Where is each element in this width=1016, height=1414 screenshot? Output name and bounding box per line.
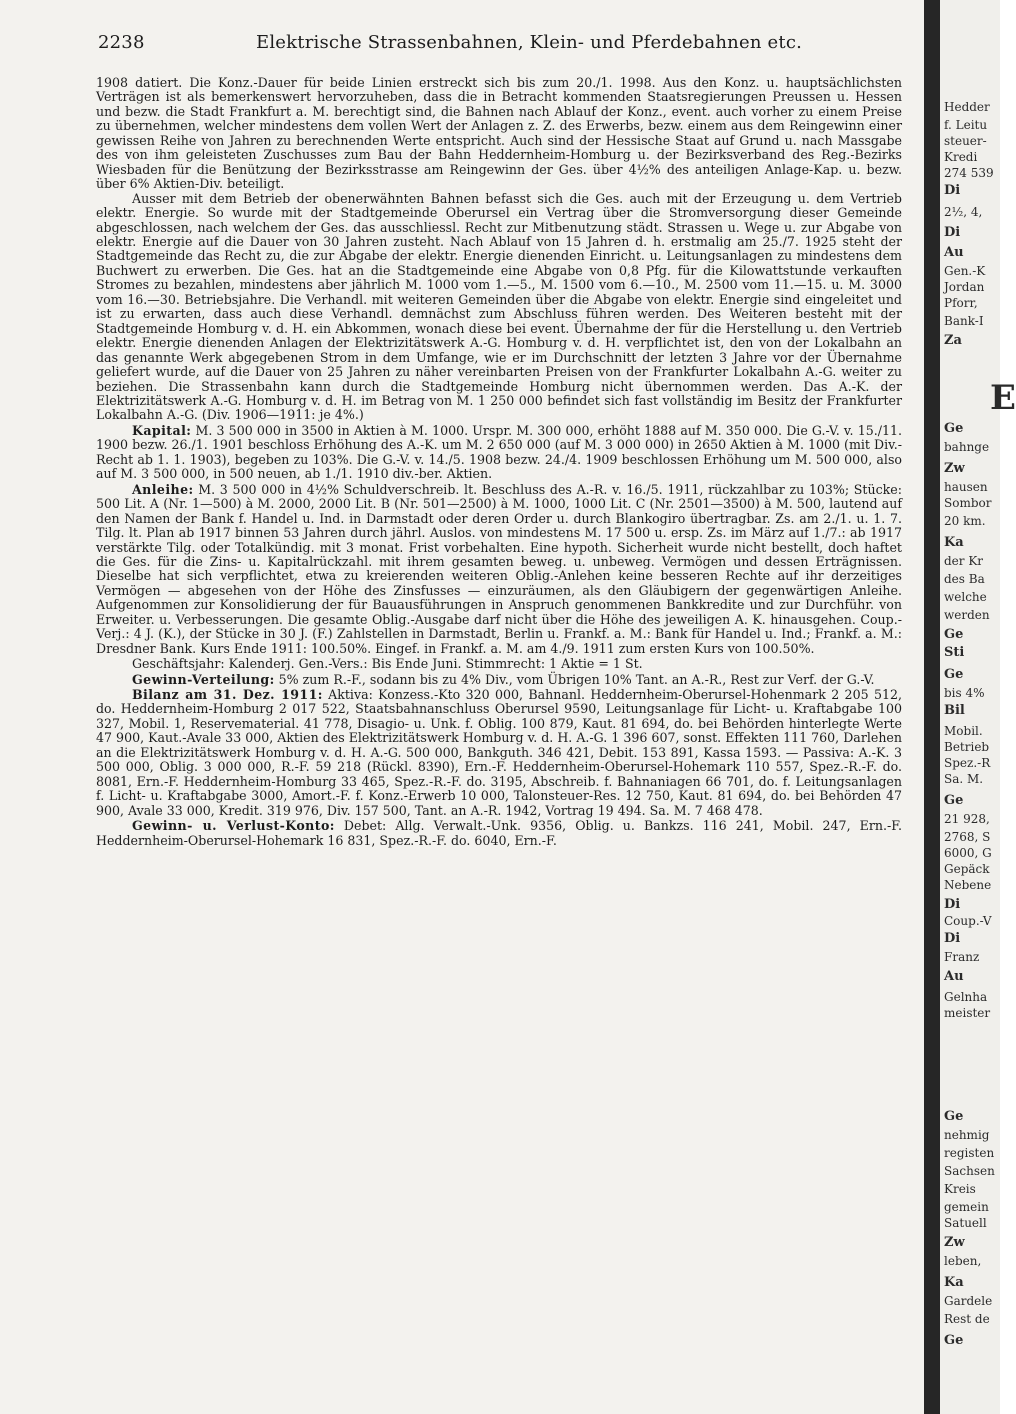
adjacent-page-fragment: 6000, G [944, 846, 992, 860]
adjacent-page-fragment: Au [944, 245, 964, 260]
adjacent-page-fragment: Di [944, 225, 961, 240]
adjacent-page-fragment: E [990, 378, 1016, 418]
paragraph-text: Aktiva: Konzess.-Kto 320 000, Bahnanl. Heddernheim-Oberursel-Hohenmark 2 205 512, do. Heddernheim-Homburg 2 017 522, Staatsbahnanschluss Oberursel 9590, Leitungsanlage für Licht- u. Kraftabgabe 100 327, Mobil. 1, Reservematerial. 41 778, Disagio- u. Unk. f. Oblig. 100 879, Kaut. 81 694, do. bei Behörden hinterlegte Werte 47 900, Kaut.-Avale 33 000, Aktien des Elektrizitätswerk Homburg v. d. H. A.-G. 1 396 607, sonst. Effekten 111 760, Darlehen an die Elektrizitätswerk Homburg v. d. H. A.-G. 500 000, Bankguth. 346 421, Debit. 153 891, Kassa 1593. — Passiva: A.-K. 3 500 000, Oblig. 3 000 000, R.-F. 59 218 (Rückl. 8390), Ern.-F. Heddernheim-Oberursel-Hohemark 110 557, Spez.-R.-F. do. 8081, Ern.-F. Heddernheim-Homburg 33 465, Spez.-R.-F. do. 3195, Abschreib. f. Bahnaniagen 66 701, do. f. Leitungsanlagen f. Licht- u. Kraftabgabe 3000, Amort.-F. f. Konz.-Erwerb 10 000, Talonsteuer-Res. 12 750, Kaut. 81 694, do. bei Behörden 47 900, Avale 33 000, Kredit. 319 976, Div. 157 500, Tant. an A.-R. 1942, Vortrag 19 494. Sa. M. 7 468 478. [96, 687, 902, 818]
adjacent-page-fragment: Za [944, 333, 962, 348]
adjacent-page-fragment: nehmig [944, 1128, 990, 1142]
paragraph-gewinn-verlust [96, 819, 902, 848]
paragraph-text: M. 3 500 000 in 4½% Schuldverschreib. lt. Beschluss des A.-R. v. 16./5. 1911, rückzahlbar zu 103%; Stücke: 500 Lit. A (Nr. 1—500) à M. 2000, 2000 Lit. B (Nr. 501—2500) à M. 1000, 1000 Lit. C (Nr. 2501—3500) à M. 500, lautend auf den Namen der Bank f. Handel u. Ind. in Darmstadt oder deren Order u. durch Blankogiro übertragbar. Zs. am 2./1. u. 1. 7. Tilg. lt. Plan ab 1917 binnen 53 Jahren durch jährl. Auslos. von mindestens M. 17 500 u. ersp. Zs. im März auf 1./7.: ab 1917 verstärkte Tilg. oder Totalkündig. mit 3 monat. Frist vorbehalten. Eine hypoth. Sicherheit wurde nicht bestellt, doch haftet die Ges. für die Zins- u. Kapitalrückzahl. mit ihrem gesamten beweg. u. unbeweg. Vermögen und dessen Erträgnissen. Dieselbe hat sich verpflichtet, etwa zu kreierenden weiteren Oblig.-Anlehen keine besseren Rechte auf ihr derzeitiges Vermögen — abgesehen von der Höhe des Zinsfusses — einzuräumen, als den Gläubigern der gegenwärtigen Anleihe. Aufgenommen zur Konsolidierung der für Bauausführungen in Anspruch genommenen Bankkredite und zur Durchführ. von Erweiter. u. Verbesserungen. Die gesamte Oblig.-Ausgabe darf nicht über die Höhe des jeweiligen A. K. hinausgehen. Coup.-Verj.: 4 J. (K.), der Stücke in 30 J. (F.) Zahlstellen in Darmstadt, Berlin u. Frankf. a. M.: Bank für Handel u. Ind.; Frankf. a. M.: Dresdner Bank. Kurs Ende 1911: 100.50%. Eingef. in Frankf. a. M. am 4./9. 1911 zum ersten Kurs von 100.50%. [96, 481, 902, 656]
page-number: 2238 [98, 32, 145, 53]
adjacent-page-fragment: Ka [944, 1275, 964, 1290]
section-label: Gewinn- u. Verlust-Konto: [132, 818, 335, 834]
section-label: Kapital: [132, 422, 192, 438]
adjacent-page-fragment: Gardele [944, 1294, 993, 1308]
adjacent-page-fragment: Bank-I [944, 314, 984, 328]
adjacent-page-fragment: Ge [944, 627, 964, 642]
adjacent-page-fragment: des Ba [944, 572, 985, 586]
adjacent-page-fragment: registen [944, 1146, 995, 1160]
adjacent-page-fragment: Ge [944, 421, 964, 436]
adjacent-page-fragment: steuer- [944, 134, 987, 148]
adjacent-page-fragment: Franz [944, 950, 980, 964]
adjacent-page-fragment: Sachsen [944, 1164, 995, 1178]
adjacent-page-fragment: Betrieb [944, 740, 990, 754]
adjacent-page-fragment: Sa. M. [944, 772, 984, 786]
adjacent-page-fragment: Di [944, 897, 961, 912]
paragraph-text: 5% zum R.-F., sodann bis zu 4% Div., vom Übrigen 10% Tant. an A.-R., Rest zur Verf. der G.-V. [278, 671, 875, 687]
adjacent-page-fragment: Gepäck [944, 862, 990, 876]
adjacent-page-fragment: 2768, S [944, 830, 991, 844]
paragraph-anleihe [96, 483, 902, 656]
adjacent-page-fragment: 20 km. [944, 514, 986, 528]
article-body [96, 76, 902, 848]
paragraph-energie [96, 192, 902, 423]
paragraph-konzession [96, 76, 902, 192]
adjacent-page-fragment: Coup.-V [944, 914, 992, 928]
adjacent-page-fragment: werden [944, 608, 990, 622]
adjacent-page-fragment: Di [944, 183, 961, 198]
adjacent-page-fragment: bis 4% [944, 686, 985, 700]
adjacent-page-fragment: Bil [944, 703, 965, 718]
paragraph-gewinn-verteilung [96, 673, 902, 687]
adjacent-page-fragment: 274 539 [944, 166, 994, 180]
adjacent-page-fragment: Hedder [944, 100, 990, 114]
adjacent-page-fragment: der Kr [944, 554, 984, 568]
adjacent-page-fragment: Au [944, 969, 964, 984]
paragraph-text: Geschäftsjahr: Kalenderj. Gen.-Vers.: Bis Ende Juni. Stimmrecht: 1 Aktie = 1 St. [132, 656, 643, 672]
adjacent-page-fragment: 21 928, [944, 812, 990, 826]
adjacent-page-fragment: Nebene [944, 878, 992, 892]
adjacent-page-fragment: Di [944, 931, 961, 946]
paragraph-text: M. 3 500 000 in 3500 in Aktien à M. 1000. Urspr. M. 300 000, erhöht 1888 auf M. 350 000. Die G.-V. v. 15./11. 1900 bezw. 26./1. 1901 beschloss Erhöhung des A.-K. um M. 2 650 000 (auf M. 3 000 000) in 2650 Aktien à M. 1000 (mit Div.-Recht ab 1. 1. 1903), begeben zu 103%. Die G.-V. v. 14./5. 1908 bezw. 24./4. 1909 beschlossen Erhöhung um M. 500 000, also auf M. 3 500 000, in 500 neuen, ab 1./1. 1910 div.-ber. Aktien. [96, 422, 902, 482]
adjacent-page-fragment: Sombor [944, 496, 992, 510]
adjacent-page-fragment: Zw [944, 461, 965, 476]
adjacent-page-fragment: Ge [944, 1333, 964, 1348]
paragraph-text: 1908 datiert. Die Konz.-Dauer für beide Linien erstreckt sich bis zum 20./1. 1998. Aus den Konz. u. hauptsächlichsten Verträgen ist als bemerkenswert hervorzuheben, dass die in Betracht kommenden Staatsregierungen Preussen u. Hessen und bezw. die Stadt Frankfurt a. M. berechtigt sind, die Bahnen nach Ablauf der Konz., event. auch vorher zu einem Preise zu übernehmen, welcher mindestens dem vollen Wert der Anlagen z. Z. des Erwerbs, bezw. einem aus dem Reingewinn einer gewissen Reihe von Jahren zu berechnenden Werte entspricht. Auch sind der Hessische Staat auf Grund u. nach Massgabe des von ihm geleisteten Zuschusses zum Bau der Bahn Heddernheim-Homburg u. der Bezirksverband des Reg.-Bezirks Wiesbaden für die Benützung der Bezirksstrasse am Reingewinn der Ges. über 4½% des anteiligen Anlage-Kap. u. bezw. über 6% Aktien-Div. beteiligt. [96, 75, 902, 192]
adjacent-page-fragment: Kreis [944, 1182, 976, 1196]
adjacent-page-fragment: Ka [944, 535, 964, 550]
adjacent-page-fragment: meister [944, 1006, 991, 1020]
adjacent-page-fragment: Spez.-R [944, 756, 991, 770]
adjacent-page-fragment: Satuell [944, 1216, 987, 1230]
paragraph-geschaeftsjahr [96, 657, 902, 671]
adjacent-page-fragment: 2½, 4, [944, 205, 983, 219]
paragraph-text: Debet: Allg. Verwalt.-Unk. 9356, Oblig. u. Bankzs. 116 241, Mobil. 247, Ern.-F. Heddernheim-Oberursel-Hohemark 16 831, Spez.-R.-F. do. 6040, Ern.-F. [96, 818, 902, 848]
section-label: Gewinn-Verteilung: [132, 671, 275, 687]
section-label: Anleihe: [132, 481, 194, 497]
adjacent-page-fragment: bahnge [944, 440, 990, 454]
paragraph-text: Ausser mit dem Betrieb der obenerwähnten Bahnen befasst sich die Ges. auch mit der Erzeugung u. dem Vertrieb elektr. Energie. So wurde mit der Stadtgemeinde Oberursel ein Vertrag über die Stromversorgung dieser Gemeinde abgeschlossen, nach welchem der Ges. das ausschliessl. Recht zur Mitbenutzung städt. Strassen u. Wege u. zur Abgabe von elektr. Energie auf die Dauer von 30 Jahren zusteht. Nach Ablauf von 15 Jahren d. h. erstmalig am 25./7. 1925 steht der Stadtgemeinde das Recht zu, die zur Abgabe der elektr. Energie dienenden Einricht. u. Leitungsanlagen zu mindestens dem Buchwert zu erwerben. Die Ges. hat an die Stadtgemeinde eine Abgabe von 0,8 Pfg. für die Kilowattstunde verkauften Stromes zu bezahlen, mindestens aber jährlich M. 1000 vom 1.—5., M. 1500 vom 6.—10., M. 2500 vom 11.—15. u. M. 3000 vom 16.—30. Betriebsjahre. Die Verhandl. mit weiteren Gemeinden über die Abgabe von elektr. Energie sind eingeleitet und ist zu erwarten, dass auch diese Verhandl. demnächst zum Abschluss führen werden. Des Weiteren besteht mit der Stadtgemeinde Homburg v. d. H. ein Abkommen, wonach diese bei event. Übernahme der für die Herstellung u. den Vertrieb elektr. Energie dienenden Anlagen der Elektrizitätswerk A.-G. Homburg v. d. H. verpflichtet ist, den von der Lokalbahn an das genannte Werk abgegebenen Strom in dem Umfange, wie er im Durchschnitt der letzten 3 Jahre vor der Übernahme geliefert wurde, auf die Dauer von 25 Jahren zu näher vereinbarten Preisen von der Frankfurter Lokalbahn A.-G. weiter zu beziehen. Die Strassenbahn kann durch die Stadtgemeinde Homburg nicht übernommen werden. Das A.-K. der Elektrizitätswerk A.-G. Homburg v. d. H. im Betrag von M. 1 250 000 befindet sich fast vollständig im Besitz der Frankfurter Lokalbahn A.-G. (Div. 1906—1911: je 4%.) [96, 190, 902, 423]
adjacent-page-fragment: Jordan [944, 280, 985, 294]
adjacent-page-fragment: gemein [944, 1200, 989, 1214]
page-gutter [924, 0, 940, 1414]
adjacent-page-fragment: Ge [944, 1109, 964, 1124]
adjacent-page-fragment: f. Leitu [944, 118, 988, 132]
adjacent-page-column [940, 0, 1016, 1414]
adjacent-page-fragment: welche [944, 590, 987, 604]
adjacent-page-fragment: Ge [944, 793, 964, 808]
page-header [98, 32, 898, 58]
adjacent-page-fragment: Gelnha [944, 990, 988, 1004]
adjacent-page-fragment: Pforr, [944, 296, 978, 310]
adjacent-page-fragment: Rest de [944, 1312, 990, 1326]
section-label: Bilanz am 31. Dez. 1911: [132, 687, 323, 703]
adjacent-page-fragment: Gen.-K [944, 264, 986, 278]
adjacent-page-fragment: leben, [944, 1254, 982, 1268]
running-title: Elektrische Strassenbahnen, Klein- und Pferdebahnen etc. [256, 32, 803, 53]
paragraph-bilanz [96, 688, 902, 818]
adjacent-page-fragment: Zw [944, 1235, 965, 1250]
adjacent-page-fragment: hausen [944, 480, 988, 494]
paragraph-kapital [96, 424, 902, 482]
adjacent-page-fragment: Kredi [944, 150, 978, 164]
adjacent-page-fragment: Ge [944, 667, 964, 682]
adjacent-page-fragment: Sti [944, 645, 965, 660]
adjacent-page-fragment: Mobil. [944, 724, 983, 738]
